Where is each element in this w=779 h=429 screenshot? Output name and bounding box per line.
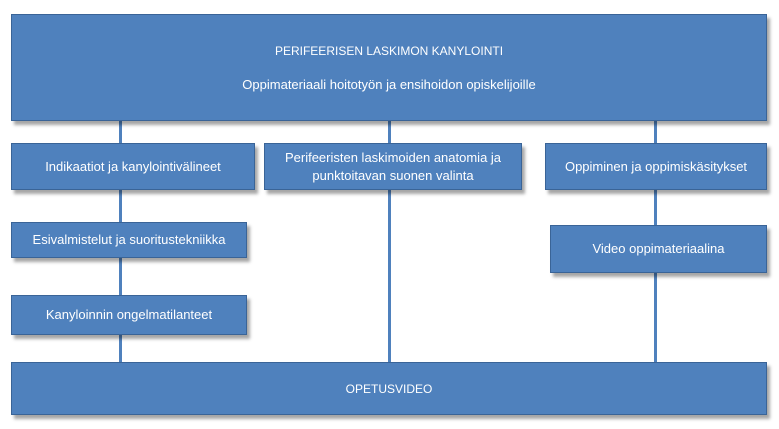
box-video-material <box>550 225 767 273</box>
box-indications <box>11 143 255 190</box>
connector-right-2-bottom <box>654 273 657 362</box>
box-problems <box>11 295 247 335</box>
box-anatomy-line2: punktoitavan suonen valinta <box>312 167 474 183</box>
box-learning <box>545 143 767 190</box>
box-preparations-label: Esivalmistelut ja suoritustekniikka <box>32 232 226 247</box>
connector-left-3-bottom <box>119 335 122 362</box>
box-video-material-label: Video oppimateriaalina <box>592 241 725 256</box>
main-title-box <box>11 14 767 121</box>
box-anatomy-line1: Perifeeristen laskimoiden anatomia ja <box>284 149 502 165</box>
main-subtitle: Oppimateriaali hoitotyön ja ensihoidon opiskelijoille <box>242 76 536 92</box>
connector-top-right <box>654 121 657 143</box>
connector-right-1-2 <box>654 190 657 225</box>
box-learning-label: Oppiminen ja oppimiskäsitykset <box>564 158 748 174</box>
connector-top-left <box>119 121 122 143</box>
bottom-box-label: OPETUSVIDEO <box>345 381 433 396</box>
connector-top-middle <box>388 121 391 143</box>
bottom-box <box>11 362 767 415</box>
box-anatomy <box>264 143 522 190</box>
connector-left-2-3 <box>119 258 122 295</box>
main-title: PERIFEERISEN LASKIMON KANYLOINTI <box>274 43 504 58</box>
box-problems-label: Kanyloinnin ongelmatilanteet <box>45 307 213 322</box>
connector-left-1-2 <box>119 190 122 222</box>
box-preparations <box>11 222 247 258</box>
box-indications-label: Indikaatiot ja kanylointivälineet <box>45 158 221 174</box>
connector-middle-bottom <box>388 190 391 362</box>
